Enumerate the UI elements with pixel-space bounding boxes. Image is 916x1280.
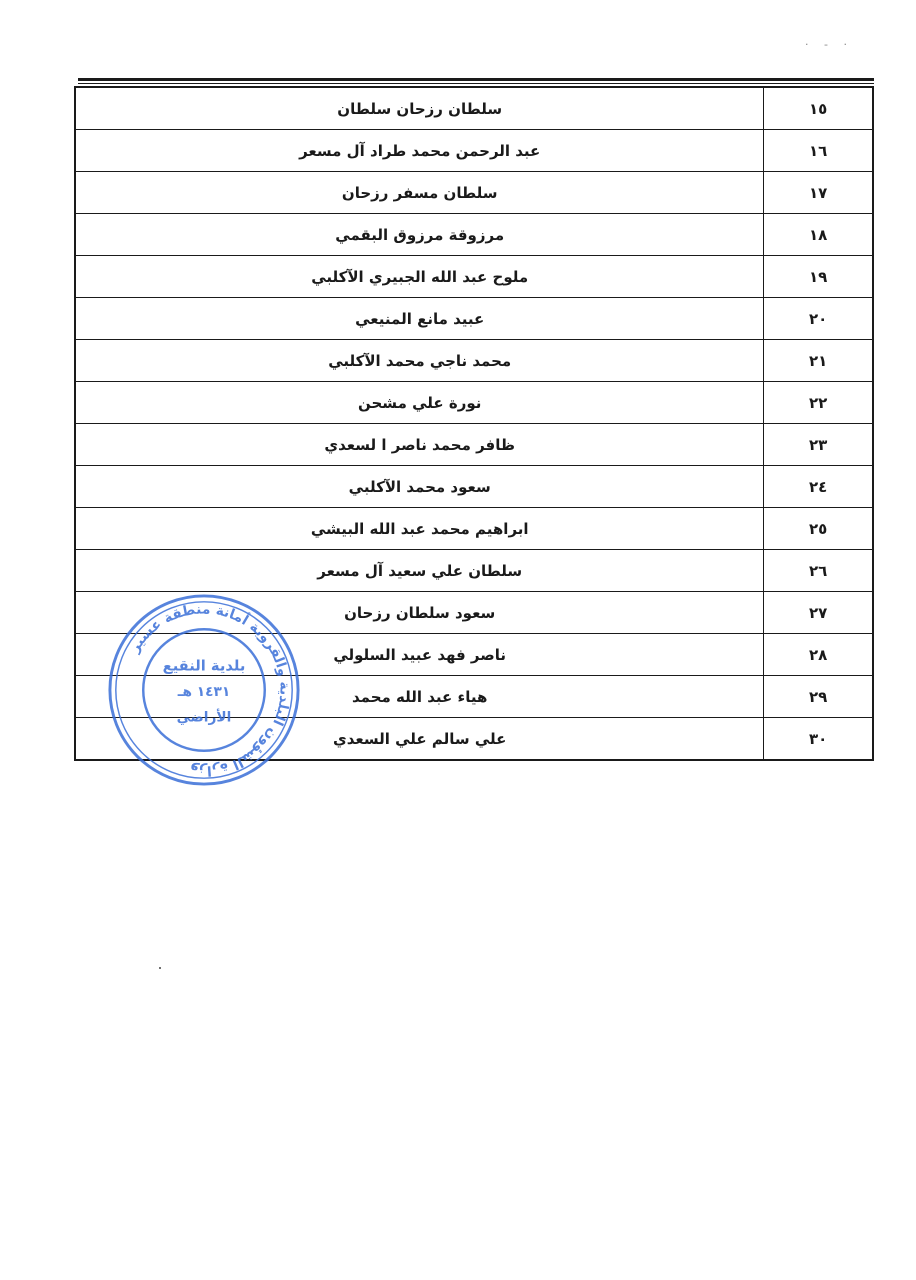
table-row <box>75 550 873 592</box>
seal-year: ١٤٣١ هـ <box>177 683 231 700</box>
row-name: عبد الرحمن محمد طراد آل مسعر <box>75 130 764 172</box>
row-name: سلطان مسفر رزحان <box>75 172 764 214</box>
row-number: ١٩ <box>764 256 873 298</box>
row-name: سلطان علي سعيد آل مسعر <box>75 550 764 592</box>
row-number: ٢٦ <box>764 550 873 592</box>
seal-outer-text: وزارة الشؤون البلدية والقروية أمانة منطقة عسير <box>126 601 293 779</box>
table-row <box>75 130 873 172</box>
table-row <box>75 424 873 466</box>
names-table <box>74 86 874 761</box>
row-name: سعود سلطان رزحان <box>75 592 764 634</box>
table-row <box>75 676 873 718</box>
row-number: ٢٠ <box>764 298 873 340</box>
row-number: ١٦ <box>764 130 873 172</box>
row-number: ١٨ <box>764 214 873 256</box>
row-number: ٢٣ <box>764 424 873 466</box>
scan-marks: · - · <box>805 38 853 51</box>
row-name: عبيد مانع المنيعي <box>75 298 764 340</box>
row-name: ظافر محمد ناصر ا لسعدي <box>75 424 764 466</box>
header-rule <box>78 78 874 81</box>
row-number: ٢٤ <box>764 466 873 508</box>
seal-section: الأراضي <box>176 709 232 726</box>
row-name: ناصر فهد عبيد السلولي <box>75 634 764 676</box>
row-name: محمد ناجي محمد الآكلبي <box>75 340 764 382</box>
row-name: ملوح عبد الله الجبيري الآكلبي <box>75 256 764 298</box>
row-number: ٢٩ <box>764 676 873 718</box>
row-name: نورة علي مشحن <box>75 382 764 424</box>
table-row <box>75 214 873 256</box>
table-row <box>75 718 873 761</box>
table-row <box>75 508 873 550</box>
row-number: ٣٠ <box>764 718 873 761</box>
table-row <box>75 87 873 130</box>
table-row <box>75 634 873 676</box>
row-number: ٢٨ <box>764 634 873 676</box>
table-row <box>75 592 873 634</box>
header-rule-thin <box>78 83 874 84</box>
row-number: ٢٢ <box>764 382 873 424</box>
table-row <box>75 256 873 298</box>
row-number: ١٧ <box>764 172 873 214</box>
row-name: علي سالم علي السعدي <box>75 718 764 761</box>
row-name: مرزوقة مرزوق البقمي <box>75 214 764 256</box>
row-number: ٢٧ <box>764 592 873 634</box>
row-number: ٢٥ <box>764 508 873 550</box>
row-name: سلطان رزحان سلطان <box>75 87 764 130</box>
row-number: ١٥ <box>764 87 873 130</box>
row-name: ابراهيم محمد عبد الله البيشي <box>75 508 764 550</box>
seal-inner-text: بلدية النقيع <box>162 657 246 675</box>
row-name: سعود محمد الآكلبي <box>75 466 764 508</box>
table-row <box>75 340 873 382</box>
row-number: ٢١ <box>764 340 873 382</box>
scan-speck <box>159 967 161 969</box>
table-row <box>75 172 873 214</box>
table-row <box>75 298 873 340</box>
row-name: هياء عبد الله محمد <box>75 676 764 718</box>
table-row <box>75 466 873 508</box>
table-row <box>75 382 873 424</box>
